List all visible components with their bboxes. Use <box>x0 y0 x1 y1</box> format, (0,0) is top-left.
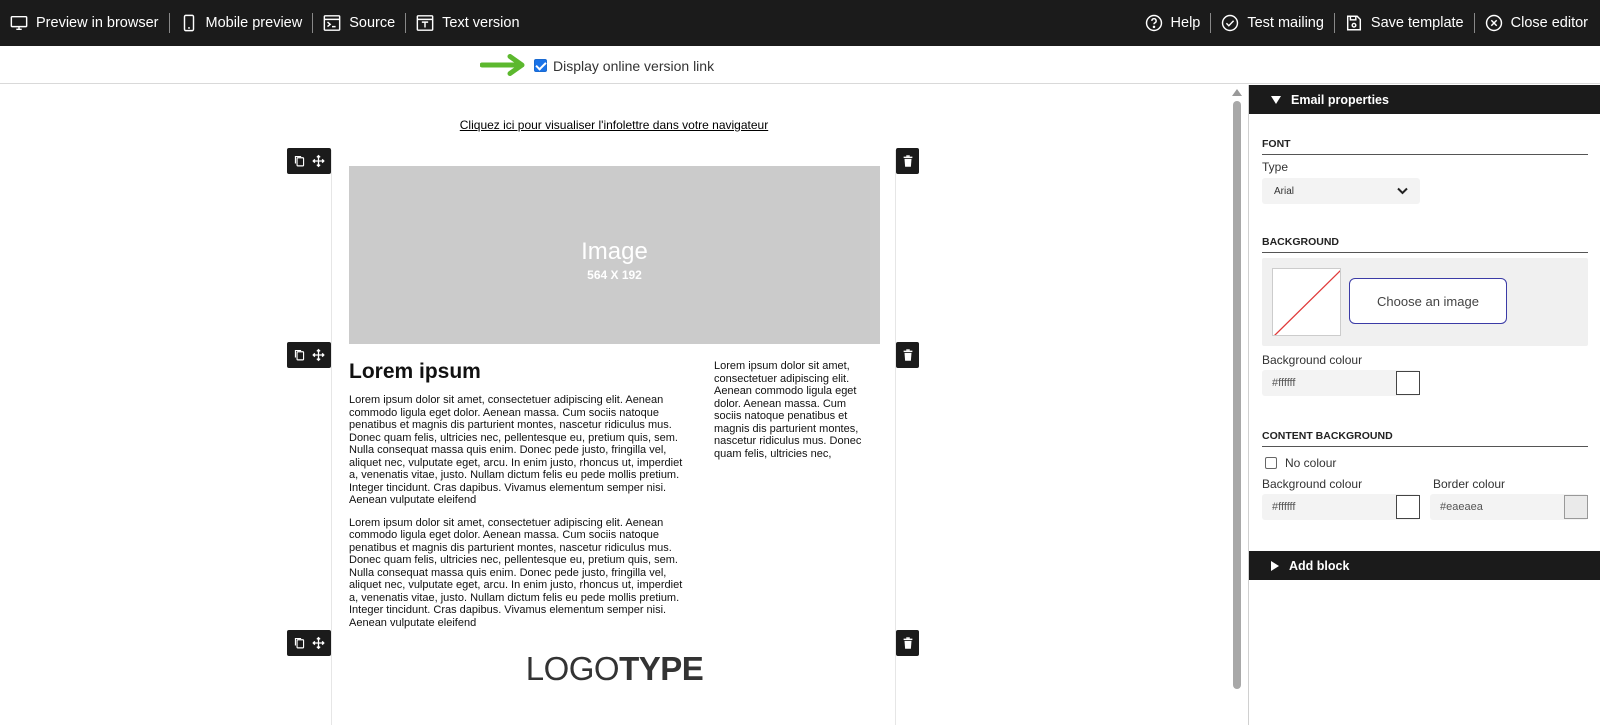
content-colour-row <box>1262 477 1588 520</box>
content-background-section-title: CONTENT BACKGROUND <box>1262 430 1588 447</box>
content-background-colour-field[interactable] <box>1262 494 1420 520</box>
email-body <box>331 150 896 725</box>
source-label: Source <box>349 15 396 31</box>
toolbar-right-group <box>1135 0 1600 46</box>
save-template-button[interactable] <box>1335 0 1474 46</box>
check-circle-icon <box>1221 14 1239 32</box>
border-colour-swatch[interactable] <box>1564 495 1588 519</box>
text-version-icon <box>416 14 434 32</box>
border-colour-value: #eaeaea <box>1440 501 1483 513</box>
canvas-scrollbar[interactable] <box>1228 85 1247 725</box>
border-colour-field[interactable] <box>1430 494 1588 520</box>
email-properties-body <box>1249 114 1600 520</box>
source-button[interactable] <box>313 0 405 46</box>
content-background-colour-group <box>1262 477 1420 520</box>
logo-bold-text: TYPE <box>619 650 704 687</box>
font-section-title: FONT <box>1262 138 1588 155</box>
move-icon[interactable] <box>312 348 325 362</box>
content-heading: Lorem ipsum <box>349 360 481 383</box>
help-icon <box>1145 14 1163 32</box>
preview-in-browser-button[interactable] <box>0 0 169 46</box>
add-block-title: Add block <box>1289 558 1350 573</box>
no-image-slash-icon <box>1273 269 1341 336</box>
scroll-up-arrow-icon[interactable] <box>1232 89 1242 96</box>
background-colour-swatch[interactable] <box>1396 371 1420 395</box>
background-colour-value: #ffffff <box>1272 377 1296 389</box>
trash-icon <box>901 154 915 168</box>
image-placeholder[interactable] <box>349 166 880 344</box>
top-toolbar <box>0 0 1600 46</box>
move-icon[interactable] <box>312 154 325 168</box>
text-version-label: Text version <box>442 15 520 31</box>
source-code-icon <box>323 14 341 32</box>
online-version-link[interactable]: Cliquez ici pour visualiser l'infolettre dans votre navigateur <box>459 118 769 132</box>
logotype[interactable] <box>332 650 897 688</box>
background-image-box <box>1262 258 1588 346</box>
background-colour-field[interactable] <box>1262 370 1420 396</box>
block-tools-3 <box>287 630 331 656</box>
test-mailing-button[interactable] <box>1211 0 1334 46</box>
mobile-preview-button[interactable] <box>170 0 313 46</box>
content-paragraph-1: Lorem ipsum dolor sit amet, consectetuer adipiscing elit. Aenean commodo ligula eget dolor. Aenean massa. Cum sociis natoque penatibus et magnis dis parturient montes, nascetur ridiculus mus. Donec quam felis, ultricies nec, pellentesque eu, pretium quis, sem. Nulla consequat massa quis enim. Donec pede justo, fringilla vel, aliquet nec, vulputate eget, arcu. In enim justo, rhoncus ut, imperdiet a, venenatis vitae, justo. Nullam dictum felis eu pede mollis pretium. Integer tincidunt. Cras dapibus. Vivamus elementum semper nisi. Aenean vulputate eleifend <box>349 394 683 506</box>
content-paragraph-2: Lorem ipsum dolor sit amet, consectetuer adipiscing elit. Aenean commodo ligula eget dolor. Aenean massa. Cum sociis natoque penatibus et magnis dis parturient montes, nascetur ridiculus mus. Donec quam felis, ultricies nec, pellentesque eu, pretium quis, sem. Nulla consequat massa quis enim. Donec pede justo, fringilla vel, aliquet nec, vulputate eget, arcu. In enim justo, rhoncus ut, imperdiet a, venenatis vitae, justo. Nullam dictum felis eu pede mollis pretium. Integer tincidunt. Cras dapibus. Vivamus elementum semper nisi. Aenean vulputate eleifend <box>349 516 683 629</box>
block-tools-2 <box>287 342 331 368</box>
save-template-label: Save template <box>1370 15 1464 31</box>
no-colour-checkbox[interactable] <box>1265 457 1277 469</box>
duplicate-icon[interactable] <box>293 348 306 362</box>
green-arrow-icon <box>480 54 530 76</box>
border-colour-group <box>1430 477 1588 520</box>
options-bar <box>0 46 1600 84</box>
trash-icon <box>901 348 915 362</box>
background-image-preview[interactable] <box>1272 268 1341 336</box>
close-editor-button[interactable] <box>1475 0 1600 46</box>
choose-image-button[interactable]: Choose an image <box>1349 278 1507 324</box>
caret-down-icon <box>1271 96 1281 104</box>
close-editor-label: Close editor <box>1510 15 1588 31</box>
no-colour-row <box>1262 456 1588 470</box>
font-type-select[interactable] <box>1262 178 1420 204</box>
font-type-value: Arial <box>1274 185 1295 197</box>
close-circle-icon <box>1485 14 1503 32</box>
logo-light-text: LOGO <box>525 650 620 687</box>
image-placeholder-size: 564 X 192 <box>587 268 642 282</box>
save-icon <box>1345 14 1363 32</box>
email-canvas <box>0 85 1228 725</box>
content-background-colour-swatch[interactable] <box>1396 495 1420 519</box>
text-version-button[interactable] <box>406 0 529 46</box>
chevron-down-icon <box>1397 187 1408 195</box>
font-type-label: Type <box>1262 160 1289 174</box>
duplicate-icon[interactable] <box>293 636 306 650</box>
display-online-version-label: Display online version link <box>553 58 715 74</box>
no-colour-label: No colour <box>1285 456 1337 470</box>
toolbar-left-group <box>0 0 530 46</box>
mobile-preview-label: Mobile preview <box>205 15 303 31</box>
preview-in-browser-label: Preview in browser <box>36 15 159 31</box>
delete-block-button-3[interactable] <box>896 630 919 656</box>
delete-block-button-2[interactable] <box>896 342 919 368</box>
text-column-left[interactable] <box>349 360 694 639</box>
mobile-icon <box>180 14 198 32</box>
display-online-version-checkbox[interactable] <box>534 59 547 72</box>
help-button[interactable] <box>1135 0 1211 46</box>
delete-block-button-1[interactable] <box>896 148 919 174</box>
properties-panel <box>1248 85 1600 725</box>
duplicate-icon[interactable] <box>293 154 306 168</box>
trash-icon <box>901 636 915 650</box>
background-colour-label: Background colour <box>1262 353 1363 367</box>
add-block-header[interactable] <box>1249 551 1600 580</box>
move-icon[interactable] <box>312 636 325 650</box>
email-properties-header[interactable] <box>1249 85 1600 114</box>
background-section-title: BACKGROUND <box>1262 236 1588 253</box>
image-placeholder-label: Image <box>581 238 648 265</box>
content-background-colour-value: #ffffff <box>1272 501 1296 513</box>
border-colour-label: Border colour <box>1433 477 1506 491</box>
background-colour-row <box>1262 370 1588 396</box>
email-properties-title: Email properties <box>1291 92 1389 107</box>
content-background-colour-label: Background colour <box>1262 477 1363 491</box>
text-column-right[interactable]: Lorem ipsum dolor sit amet, consectetuer adipiscing elit. Aenean commodo ligula eget dolor. Aenean massa. Cum sociis natoque penatibus et magnis dis parturient montes, nascetur ridiculus mus. Donec quam felis, ultricies nec, <box>714 360 862 460</box>
block-tools-1 <box>287 148 331 174</box>
test-mailing-label: Test mailing <box>1247 15 1324 31</box>
help-label: Help <box>1170 15 1201 31</box>
monitor-icon <box>10 14 28 32</box>
caret-right-icon <box>1271 561 1279 571</box>
scroll-thumb[interactable] <box>1233 101 1241 689</box>
